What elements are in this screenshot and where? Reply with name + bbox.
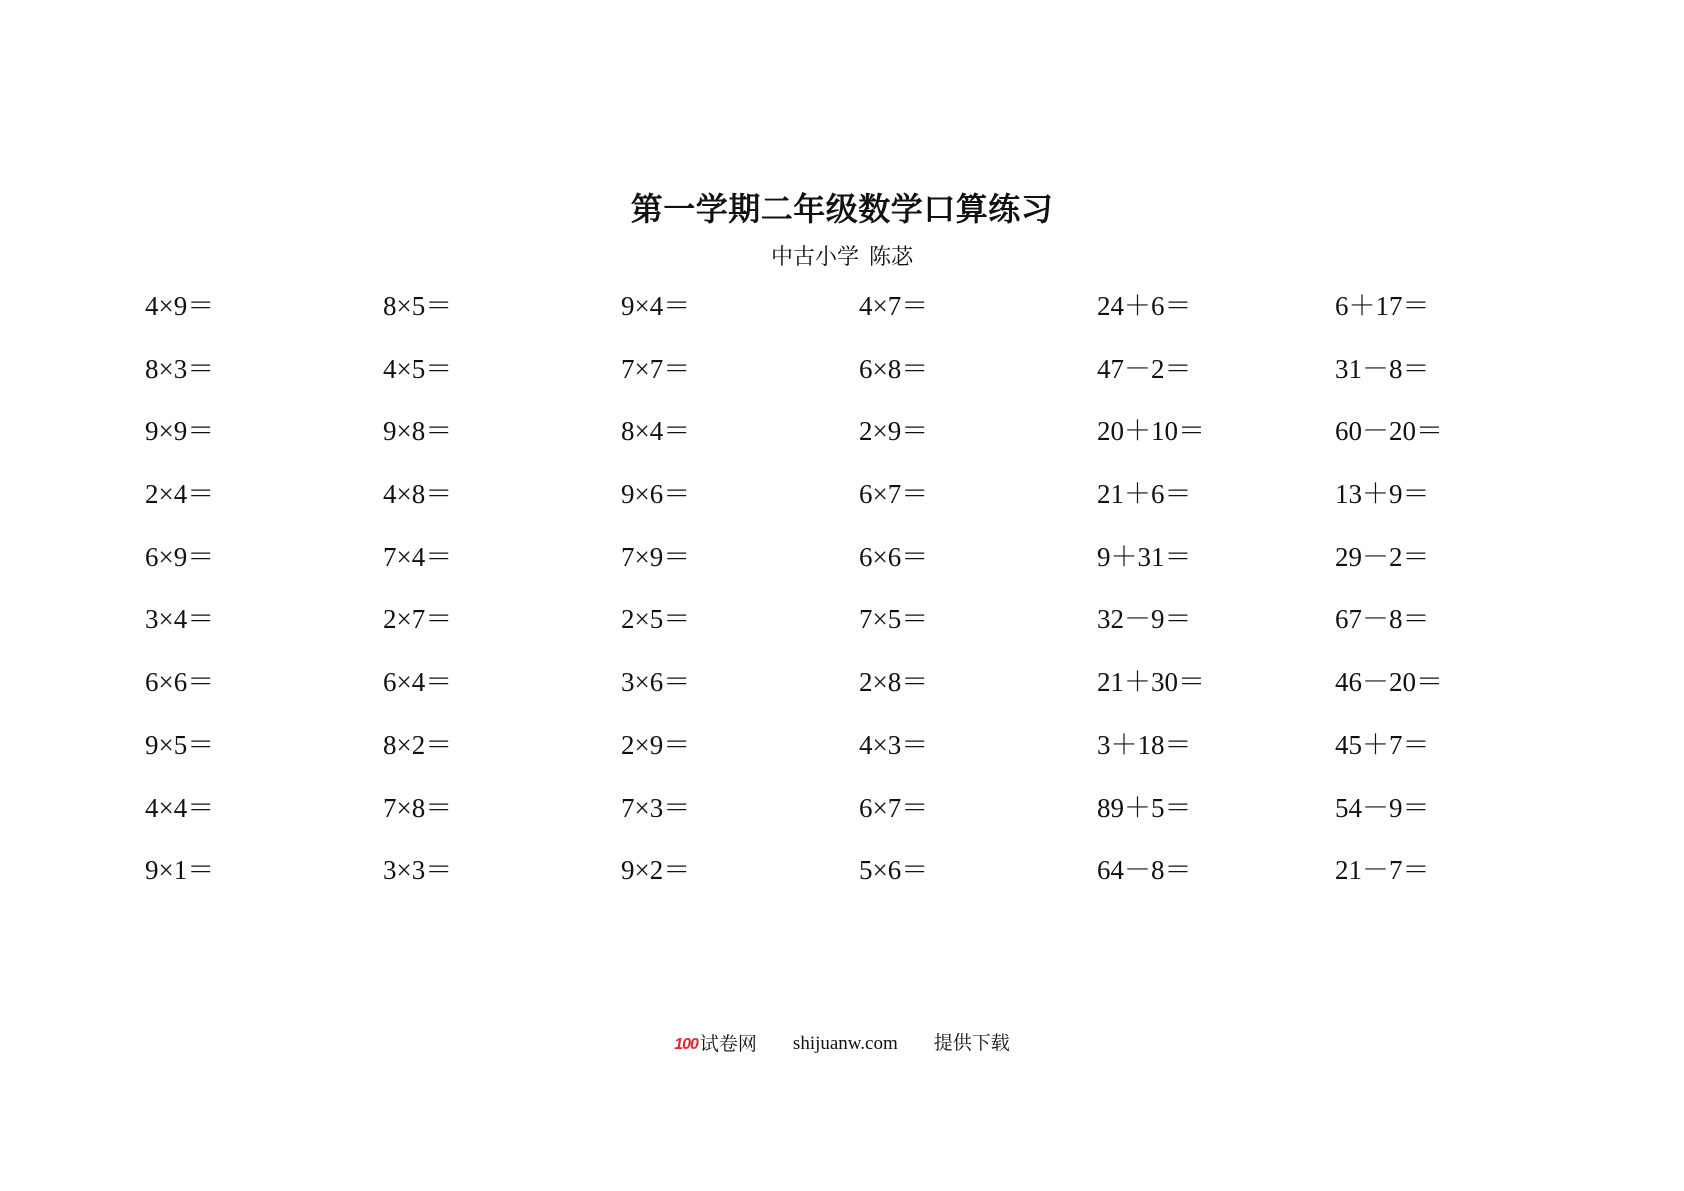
- problem-cell: 9×4＝: [621, 291, 691, 321]
- problem-cell: 8×5＝: [383, 291, 453, 321]
- problem-cell: 3×3＝: [383, 855, 453, 886]
- site-logo: [674, 1031, 757, 1059]
- problem-cell: 9×6＝: [621, 479, 691, 510]
- problem-cell: 31－8＝: [1335, 353, 1430, 384]
- problem-cell: 6×6＝: [145, 667, 215, 698]
- problem-cell: 29－2＝: [1335, 541, 1430, 572]
- problem-cell: 4×9＝: [145, 291, 215, 321]
- problem-cell: 2×4＝: [145, 479, 215, 510]
- problem-cell: 67－8＝: [1335, 604, 1430, 635]
- problem-cell: 2×5＝: [621, 604, 691, 635]
- problem-cell: 7×5＝: [859, 604, 929, 635]
- problem-cell: 20＋10＝: [1097, 416, 1205, 447]
- problem-cell: 3＋18＝: [1097, 729, 1192, 760]
- problem-cell: 2×7＝: [383, 604, 453, 635]
- problem-cell: 8×4＝: [621, 416, 691, 447]
- site-url: shijuanw.com: [792, 1033, 898, 1054]
- problem-cell: 13＋9＝: [1335, 479, 1430, 510]
- subtitle: [0, 243, 1684, 273]
- problem-cell: 6×6＝: [859, 541, 929, 572]
- problem-cell: 6×7＝: [859, 792, 929, 823]
- footer: [0, 1030, 1684, 1059]
- page-title: 第一学期二年级数学口算练习: [630, 190, 1054, 228]
- problem-cell: 4×5＝: [383, 353, 453, 384]
- problem-cell: 3×4＝: [145, 604, 215, 635]
- problem-cell: 7×8＝: [383, 792, 453, 823]
- problem-cell: 9×9＝: [145, 416, 215, 447]
- school-name: 中古小学: [770, 245, 859, 270]
- problem-cell: 24＋6＝: [1097, 291, 1192, 321]
- problem-cell: 6×7＝: [859, 479, 929, 510]
- problem-cell: 9×1＝: [145, 855, 215, 886]
- problem-cell: 46－20＝: [1335, 667, 1443, 698]
- problem-cell: 54－9＝: [1335, 792, 1430, 823]
- problem-cell: 21＋6＝: [1097, 479, 1192, 510]
- problem-cell: 60－20＝: [1335, 416, 1443, 447]
- problem-cell: 9×2＝: [621, 855, 691, 886]
- problem-cell: 9×5＝: [145, 729, 215, 760]
- problem-cell: 6×9＝: [145, 541, 215, 572]
- site-name: 试卷网: [699, 1034, 757, 1055]
- problem-cell: 4×3＝: [859, 729, 929, 760]
- problem-cell: 4×7＝: [859, 291, 929, 321]
- problem-cell: 8×2＝: [383, 729, 453, 760]
- problem-cell: 7×3＝: [621, 792, 691, 823]
- problem-cell: 4×8＝: [383, 479, 453, 510]
- problem-cell: 7×7＝: [621, 353, 691, 384]
- problem-cell: 2×8＝: [859, 667, 929, 698]
- problem-grid: [145, 288, 1573, 915]
- problem-cell: 6＋17＝: [1335, 291, 1430, 321]
- problem-cell: 64－8＝: [1097, 855, 1192, 886]
- problem-cell: 9＋31＝: [1097, 541, 1192, 572]
- problem-cell: 9×8＝: [383, 416, 453, 447]
- problem-cell: 21＋30＝: [1097, 667, 1205, 698]
- problem-cell: 5×6＝: [859, 855, 929, 886]
- problem-cell: 3×6＝: [621, 667, 691, 698]
- problem-cell: 2×9＝: [621, 729, 691, 760]
- problem-cell: 32－9＝: [1097, 604, 1192, 635]
- problem-cell: 6×4＝: [383, 667, 453, 698]
- problem-cell: 47－2＝: [1097, 353, 1192, 384]
- problem-cell: 6×8＝: [859, 353, 929, 384]
- problem-cell: 8×3＝: [145, 353, 215, 384]
- problem-cell: 21－7＝: [1335, 855, 1430, 886]
- problem-cell: 7×9＝: [621, 541, 691, 572]
- problem-cell: 7×4＝: [383, 541, 453, 572]
- problem-cell: 89＋5＝: [1097, 792, 1192, 823]
- logo-mark: 100: [674, 1036, 698, 1053]
- problem-cell: 2×9＝: [859, 416, 929, 447]
- problem-cell: 45＋7＝: [1335, 729, 1430, 760]
- problem-cell: 4×4＝: [145, 792, 215, 823]
- author-name: 陈苾: [869, 245, 914, 270]
- footer-note: 提供下载: [933, 1033, 1010, 1054]
